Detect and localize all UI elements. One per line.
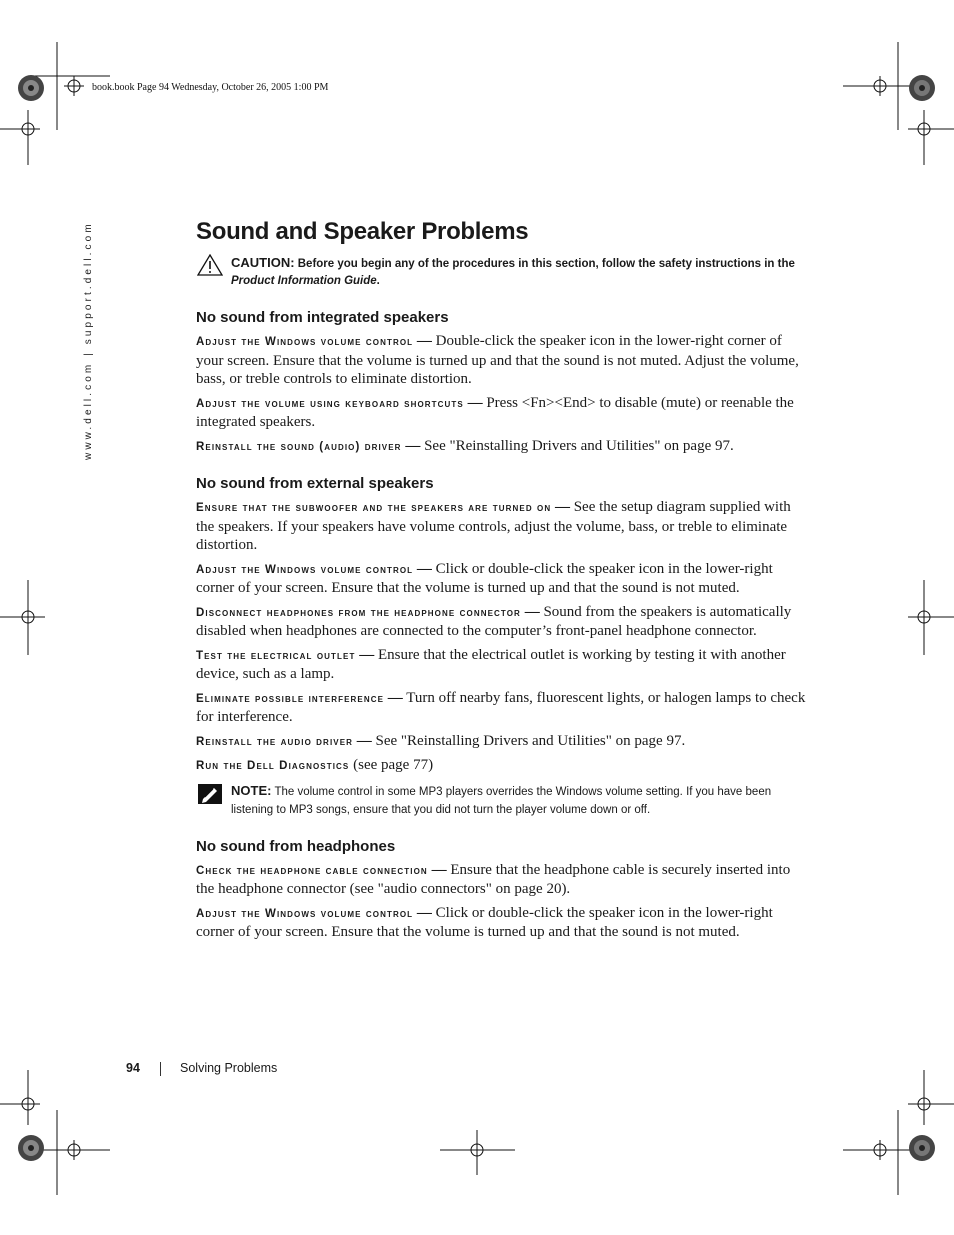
section-heading: No sound from integrated speakers [196, 309, 449, 326]
step-dash: — [356, 732, 372, 749]
step-text: Click or double-click the speaker icon in the lower-right corner of your screen. Ensure that the volume is turned up and that the sound is not muted. [196, 904, 773, 940]
caution-guide-title: Product Information Guide [231, 275, 377, 287]
troubleshooting-step [196, 861, 812, 899]
sections [196, 308, 812, 942]
troubleshooting-step [196, 689, 812, 727]
section-heading: No sound from headphones [196, 837, 396, 855]
step-lead: Adjust the Windows volume control [196, 336, 414, 348]
troubleshooting-step [196, 437, 812, 457]
note-label: NOTE: [231, 782, 272, 798]
troubleshooting-step [196, 332, 812, 389]
troubleshooting-step [196, 498, 812, 555]
step-dash: — [467, 394, 483, 411]
note-text: The volume control in some MP3 players overrides the Windows volume setting. If you have been listening to MP3 songs, ensure that you did not turn the player volume down or off. [231, 785, 772, 816]
print-slug: book.book Page 94 Wednesday, October 26, 2005 1:00 PM [92, 82, 329, 93]
step-text: Sound from the speakers is automatically disabled when headphones are connected to the computer’s front-panel headphone connector. [196, 603, 792, 639]
step-text: (see page 77) [353, 757, 434, 773]
page-number: 94 [126, 1061, 140, 1075]
step-lead: Ensure that the subwoofer and the speakers are turned on [196, 502, 552, 514]
step-dash: — [416, 560, 432, 577]
troubleshooting-step [196, 603, 812, 641]
caution-box [196, 254, 812, 290]
warning-triangle-icon [197, 254, 223, 276]
sidebar-url: www.dell.com | support.dell.com [83, 221, 94, 460]
step-lead: Check the headphone cable connection [196, 864, 428, 877]
pencil-note-icon [198, 784, 222, 804]
footer-separator [160, 1062, 161, 1076]
step-dash: — [405, 437, 421, 454]
step-lead: Adjust the volume using keyboard shortcuts [196, 397, 464, 410]
step-lead: Disconnect headphones from the headphone connector [196, 606, 521, 619]
step-lead: Adjust the Windows volume control [196, 563, 414, 576]
footer-section-title: Solving Problems [180, 1061, 278, 1075]
step-text: See the setup diagram supplied with the speakers. If your speakers have volume controls, adjust the volume, bass, or treble to eliminate distortion. [196, 499, 791, 553]
section-heading: No sound from external speakers [196, 475, 434, 492]
step-text: Ensure that the headphone cable is securely inserted into the headphone connector (see "audio connectors" on page 20). [196, 861, 791, 897]
step-lead: Test the electrical outlet [196, 649, 356, 662]
troubleshooting-step [196, 756, 812, 776]
troubleshooting-step [196, 560, 812, 598]
step-text: Double-click the speaker icon in the lower-right corner of your screen. Ensure that the volume is turned up and that the sound is not muted. Adjust the volume, bass, or treble controls to eliminate distortion. [196, 333, 799, 387]
troubleshooting-step [196, 904, 812, 942]
troubleshooting-step [196, 646, 812, 684]
step-dash: — [387, 689, 403, 706]
step-dash: — [416, 904, 432, 921]
step-text: See "Reinstalling Drivers and Utilities" on page 97. [375, 732, 686, 749]
step-dash: — [359, 646, 375, 663]
step-lead: Reinstall the audio driver [196, 735, 354, 748]
step-lead: Run the Dell Diagnostics [196, 760, 350, 772]
step-text: Ensure that the electrical outlet is working by testing it with another device, such as a lamp. [196, 646, 786, 682]
troubleshooting-step [196, 732, 812, 752]
page-title: Sound and Speaker Problems [196, 218, 529, 245]
troubleshooting-step [196, 394, 812, 432]
step-text: See "Reinstalling Drivers and Utilities" on page 97. [424, 437, 734, 454]
step-dash: — [524, 603, 540, 620]
step-dash: — [554, 499, 570, 515]
caution-text: Before you begin any of the procedures in this section, follow the safety instructions in the [297, 258, 795, 270]
step-text: Press <Fn><End> to disable (mute) or reenable the integrated speakers. [196, 394, 794, 430]
step-text: Turn off nearby fans, fluorescent lights, or halogen lamps to check for interference. [196, 689, 806, 725]
step-dash: — [431, 861, 447, 878]
note-box [196, 782, 812, 819]
step-lead: Adjust the Windows volume control [196, 907, 414, 920]
step-dash: — [416, 333, 432, 349]
page-content [196, 217, 812, 947]
step-text: Click or double-click the speaker icon in the lower-right corner of your screen. Ensure that the volume is turned up and that the sound is not muted. [196, 560, 773, 596]
step-lead: Eliminate possible interference [196, 692, 385, 705]
caution-end: . [376, 275, 380, 287]
caution-label: CAUTION: [231, 255, 295, 270]
step-lead: Reinstall the sound (audio) driver [196, 440, 402, 453]
